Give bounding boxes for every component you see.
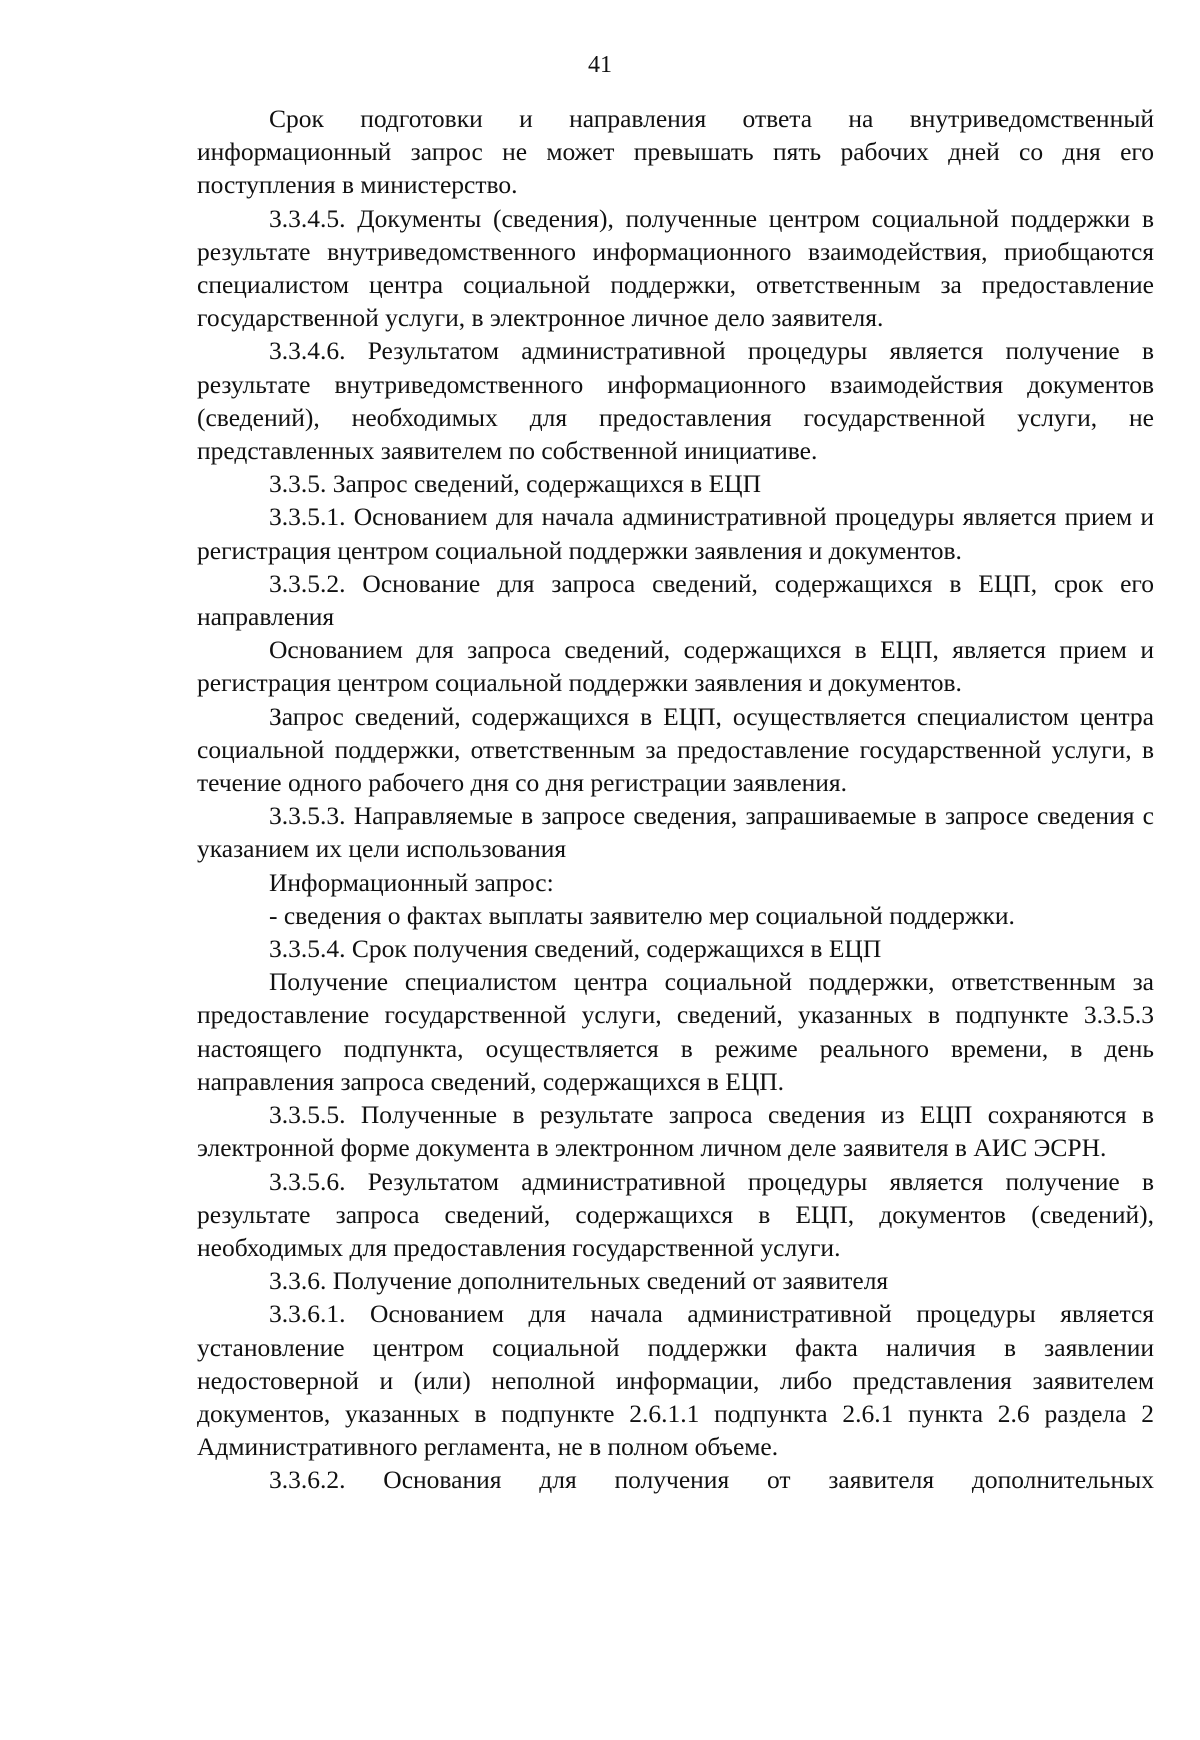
paragraph-3-3-5-2: 3.3.5.2. Основание для запроса сведений, содержащихся в ЕЦП, срок его направления xyxy=(197,568,1154,632)
heading-3-3-5: 3.3.5. Запрос сведений, содержащихся в ЕЦП xyxy=(269,469,762,499)
paragraph-information-request: Информационный запрос: xyxy=(269,867,554,897)
paragraph-3-3-6-1: 3.3.6.1. Основанием для начала административной процедуры является установление центром социальной поддержки факта наличия в заявлении недостоверной и (или) неполной информации, либо представления заявителем документов, указанных в подпункте 2.6.1.1 подпункта 2.6.1 пункта 2.6 раздела 2 Административного регламента, не в полном объеме. xyxy=(197,1299,1154,1462)
document-body xyxy=(197,102,1154,1497)
paragraph-3-3-4-6: 3.3.4.6. Результатом административной процедуры является получение в результате внутриведомственного информационного взаимодействия документов (сведений), необходимых для предоставления государственной услуги, не представленных заявителем по собственной инициативе. xyxy=(197,336,1154,466)
paragraph-3-3-5-6: 3.3.5.6. Результатом административной процедуры является получение в результате запроса сведений, содержащихся в ЕЦП, документов (сведений), необходимых для предоставления государственной услуги. xyxy=(197,1166,1154,1262)
paragraph-3-3-5-4: 3.3.5.4. Срок получения сведений, содержащихся в ЕЦП xyxy=(269,934,882,964)
paragraph-receipt-of-data: Получение специалистом центра социальной поддержки, ответственным за предоставление государственной услуги, сведений, указанных в подпункте 3.3.5.3 настоящего подпункта, осуществляется в режиме реального времени, в день направления запроса сведений, содержащихся в ЕЦП. xyxy=(197,967,1154,1096)
paragraph-3-3-5-3: 3.3.5.3. Направляемые в запросе сведения, запрашиваемые в запросе сведения с указанием их цели использования xyxy=(197,801,1154,864)
page-number: 41 xyxy=(588,52,612,78)
paragraph-3-3-6-2: 3.3.6.2. Основания для получения от заявителя дополнительных xyxy=(269,1465,1154,1495)
paragraph-3-3-4-5: 3.3.4.5. Документы (сведения), полученные центром социальной поддержки в результате внутриведомственного информационного взаимодействия, приобщаются специалистом центра социальной поддержки, ответственным за предоставление государственной услуги, в электронное личное дело заявителя. xyxy=(197,203,1154,333)
paragraph-response-deadline: Срок подготовки и направления ответа на внутриведомственный информационный запрос не может превышать пять рабочих дней со дня его поступления в министерство. xyxy=(197,104,1154,200)
heading-3-3-6: 3.3.6. Получение дополнительных сведений от заявителя xyxy=(269,1266,889,1296)
paragraph-request-procedure: Запрос сведений, содержащихся в ЕЦП, осуществляется специалистом центра социальной поддержки, ответственным за предоставление государственной услуги, в течение одного рабочего дня со дня регистрации заявления. xyxy=(197,701,1154,798)
paragraph-3-3-5-5: 3.3.5.5. Полученные в результате запроса сведения из ЕЦП сохраняются в электронной форме документа в электронном личном деле заявителя в АИС ЭСРН. xyxy=(197,1100,1154,1163)
paragraph-request-basis: Основанием для запроса сведений, содержащихся в ЕЦП, является прием и регистрация центром социальной поддержки заявления и документов. xyxy=(197,635,1154,698)
list-item-payment-facts: - сведения о фактах выплаты заявителю мер социальной поддержки. xyxy=(269,900,1015,930)
paragraph-3-3-5-1: 3.3.5.1. Основанием для начала административной процедуры является прием и регистрация центром социальной поддержки заявления и документов. xyxy=(197,502,1154,565)
